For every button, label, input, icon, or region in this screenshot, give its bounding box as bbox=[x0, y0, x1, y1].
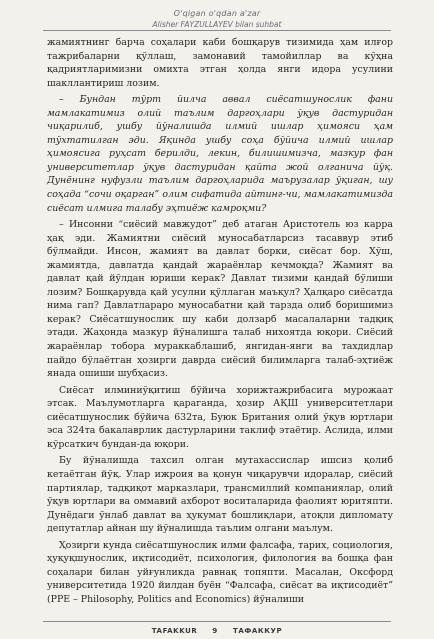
header-title: O'qigan o'qdan a'zar bbox=[173, 9, 261, 18]
footer-divider bbox=[43, 621, 391, 622]
paragraph: – Инсонни “сиёсий мавжудот” деб атаган Аристотель юз карра ҳақ эди. Жамиятни сиёсий муносабатларсиз тасаввур этиб бўлмайди. Инсон, жамият ва давлат борки, сиёсат бор. Хўш, жамиятда, давлатда қандай жараёнлар кечмоқда? Жамият ва давлат қай йўлдан юриши керак? Давлат тизими қандай бўлиши лозим? Бошқарувда қай усулни қўллаган маъқул? Ҳалқаро сиёсатда нима гап? Давлатлараро муносабатни қай тарзда олиб боришимиз керак? Сиёсатшунослик шу каби долзарб масалаларни тадқиқ этади. Жаҳонда мазкур йўналишга талаб нихоятда юқори. Сиёсий жараёнлар тобора мураккаблашиб, янгидан-янги ва тахдидлар пайдо бўлаётган ҳозирги даврда сиёсий билимларга талаб-эҳтиёж янада ошиши шубҳасиз. bbox=[47, 219, 393, 380]
header-divider bbox=[43, 30, 391, 31]
paragraph: Ҳозирги кунда сиёсатшунослик илми фалсафа, тарих, социология, ҳуқуқшунослик, иқтисодиёт, психология, филология ва бошқа фан соҳалари билан уйғунликда равнақ топяпти. Масалан, Оксфорд университетида 1920 йилдан буён “Фалсафа, сиёсат ва иқтисодиёт” (PPE – Philosophy, Politics and Economics) йўналиши bbox=[47, 539, 393, 605]
footer-journal-cyrillic: ТАФАККУР bbox=[232, 627, 283, 635]
paragraph: жамиятнинг барча соҳалари каби бошқарув тизимида ҳам илғор тажрибаларни қўллаш, замонавий тамойиллар ва кўҳна қадриятларимизни омихта этган ҳолда янги идора усулини шакллантириш лозим. bbox=[47, 37, 393, 89]
header-subtitle: Alisher FAYZULLAYEV bilan suhbat bbox=[152, 20, 282, 29]
paragraph: Сиёсат илминиўқитиш бўйича хорижтажрибасига мурожаат этсак. Маълумотларга қараганда, ҳозир АҚШ университетлари сиёсатшунослик бўйича 632та, Буюк Британия олий ўқув юртлари эса 324та бакалаврлик дастурларини таклиф этаётир. Аслида, илми кўрсаткич бундан-да юқори. bbox=[47, 384, 393, 450]
page-number: 9 bbox=[212, 627, 218, 635]
paragraph: Бу йўналишда тахсил олган мутахассислар ишсиз қолиб кетаётган йўқ. Улар ижроия ва қонун чиқарувчи идоралар, сиёсий партиялар, тадқиқот марказлари, трансмиллий компаниялар, олий ўқув юртлари ва оммавий ахборот воситаларида фаолият юритяпти. Дунёдаги ўнлаб давлат ва ҳукумат бошлиқлари, атоқли дипломату депутатлар айнан шу йўналишда таълим олгани маълум. bbox=[47, 455, 393, 535]
footer-journal-latin: TAFAKKUR bbox=[151, 627, 198, 635]
interview-question: – Бундан тўрт йилча аввал сиёсатшунослик фани мамлакатимиз олий таълим даргоҳлари ўқув дастуридан чиқарилиб, ушбу йўналишда илмий ишлар ҳимояси ҳам тўхтатилган эди. Яқинда ушбу соҳа бўйича илмий ишлар ҳимоясига руҳсат берилди, лекин, билишимизча, мазкур фан университетлар ўқув дастуридан қайта жой олганича йўқ. Дунёнинг нуфузли таълим даргоҳларида маърузалар ўқиган, шу соҳада “сочи оқарган” олим сифатида айтинг-чи, мамлакатимизда сиёсат илмига талабу эҳтиёж камроқми? bbox=[47, 94, 393, 214]
article-body bbox=[47, 36, 393, 609]
running-footer bbox=[0, 627, 434, 635]
running-header bbox=[0, 9, 434, 29]
